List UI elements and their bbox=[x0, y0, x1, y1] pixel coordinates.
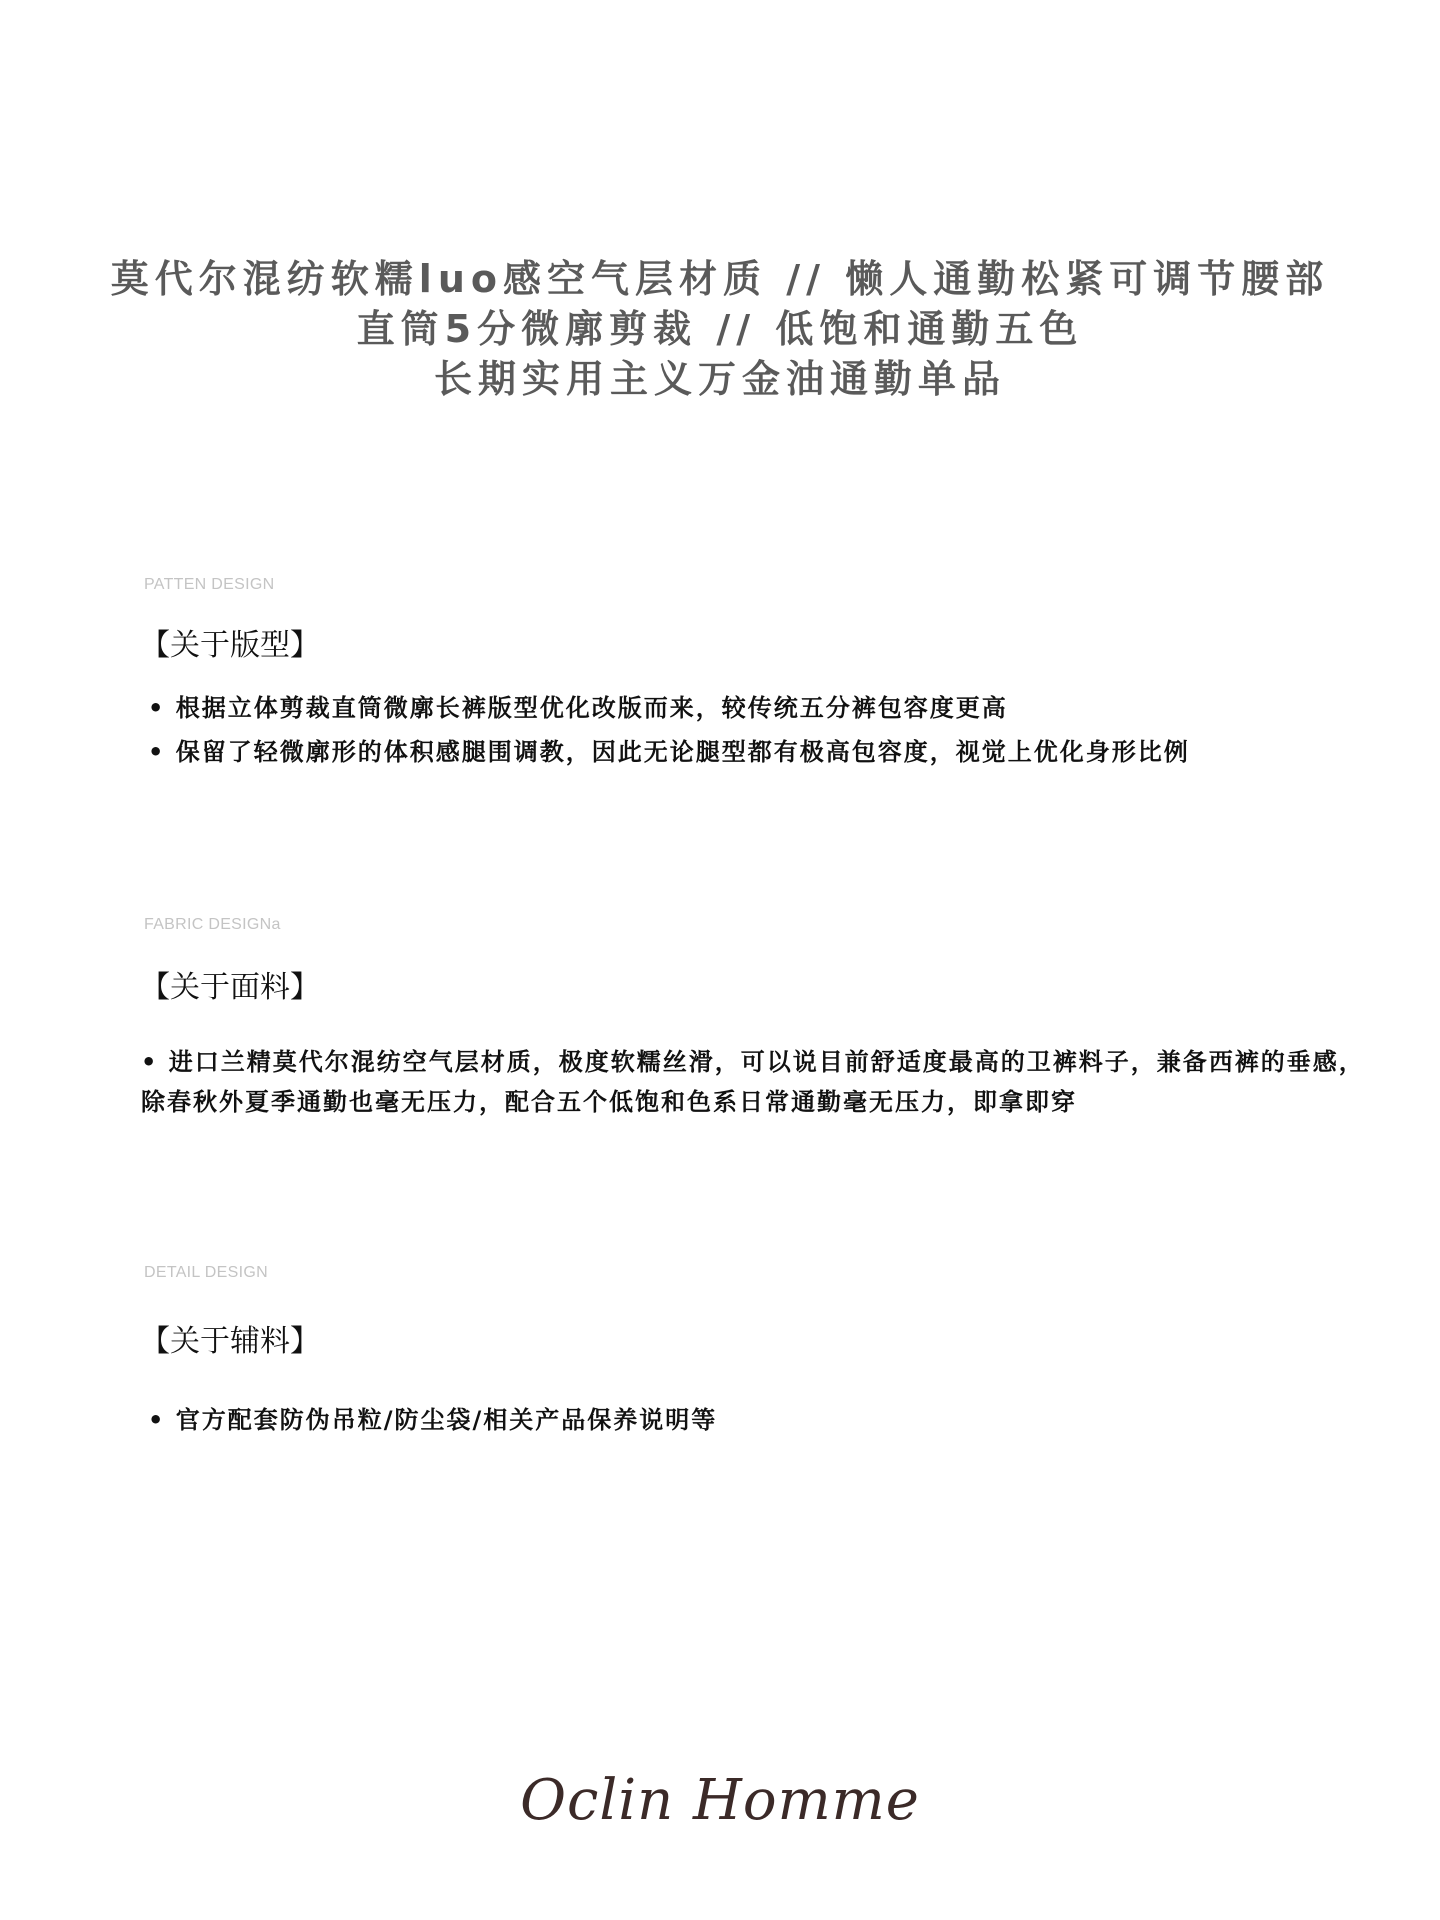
pattern-title: 【关于版型】 bbox=[140, 628, 320, 663]
fabric-eyebrow: FABRIC DESIGNa bbox=[144, 916, 281, 933]
headline bbox=[0, 254, 1440, 404]
pattern-eyebrow: PATTEN DESIGN bbox=[144, 576, 275, 593]
fabric-title: 【关于面料】 bbox=[140, 970, 320, 1005]
headline-line-2: 直筒5分微廓剪裁 // 低饱和通勤五色 bbox=[356, 307, 1084, 351]
detail-bullet-1: • 官方配套防伪吊粒/防尘袋/相关产品保养说明等 bbox=[148, 1406, 718, 1434]
pattern-bullet-2: • 保留了轻微廓形的体积感腿围调教，因此无论腿型都有极高包容度，视觉上优化身形比例 bbox=[148, 738, 1190, 766]
headline-line-1: 莫代尔混纺软糯luo感空气层材质 // 懒人通勤松紧可调节腰部 bbox=[110, 257, 1330, 301]
fabric-paragraph: • 进口兰精莫代尔混纺空气层材质，极度软糯丝滑，可以说目前舒适度最高的卫裤料子，兼备西裤的垂感，除春秋外夏季通勤也毫无压力，配合五个低饱和色系日常通勤毫无压力，即拿即穿 bbox=[141, 1048, 1365, 1116]
headline-line-3: 长期实用主义万金油通勤单品 bbox=[433, 357, 1006, 401]
brand-logo: Oclin Homme bbox=[520, 1768, 920, 1833]
detail-title: 【关于辅料】 bbox=[140, 1324, 320, 1359]
pattern-bullet-1: • 根据立体剪裁直筒微廓长裤版型优化改版而来，较传统五分裤包容度更高 bbox=[148, 694, 1008, 722]
detail-eyebrow: DETAIL DESIGN bbox=[144, 1264, 268, 1281]
